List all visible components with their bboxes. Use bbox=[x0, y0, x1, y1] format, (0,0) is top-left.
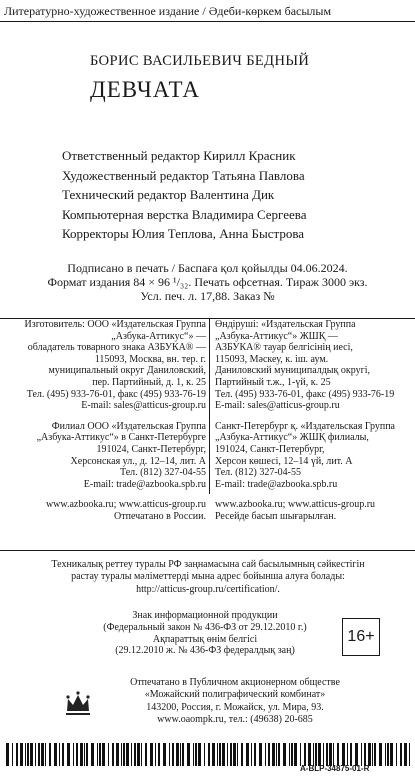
certification-link[interactable]: http://atticus-group.ru/certification/. bbox=[136, 583, 280, 595]
text-line: Тел. (812) 327-04-55 bbox=[215, 467, 301, 479]
format-line: Формат издания 84 × 96 ¹/₃₂. Печать офсетная. Тираж 3000 экз. bbox=[47, 275, 368, 289]
text-line: 115093, Мәскеу, к. іш. аум. bbox=[215, 353, 329, 365]
top-rule bbox=[0, 21, 415, 22]
text-line: 191024, Санкт-Петербург, bbox=[215, 443, 325, 455]
text-line: „Азбука-Аттикус“» — bbox=[111, 330, 206, 342]
print-info bbox=[0, 261, 415, 303]
barcode bbox=[0, 743, 415, 766]
text-line: 115093, Москва, вн. тер. г. bbox=[94, 353, 206, 365]
text-line: (29.12.2010 ж. № 436-ФЗ федералдық заң) bbox=[115, 645, 295, 657]
age-rating-badge: 16+ bbox=[342, 618, 380, 656]
barcode-text: A-BLP-34875-01-R bbox=[300, 764, 370, 773]
sheets-line: Усл. печ. л. 17,88. Заказ № bbox=[140, 289, 275, 303]
text-line: E-mail: trade@azbooka.spb.ru bbox=[215, 478, 338, 490]
text-line: Техникалық реттеу туралы РФ заңнамасына сай басылымның сәйкестігін bbox=[51, 559, 365, 570]
text-line: Изготовитель: ООО «Издательская Группа bbox=[24, 319, 206, 330]
book-author: БОРИС ВАСИЛЬЕВИЧ БЕДНЫЙ bbox=[90, 53, 310, 69]
text-line: Тел. (495) 933-76-01, факс (495) 933-76-19 bbox=[26, 388, 206, 400]
text-line: Партийный т.ж., 1-үй, к. 25 bbox=[215, 376, 331, 388]
text-line: пер. Партийный, д. 1, к. 25 bbox=[92, 376, 206, 388]
text-line: (Федеральный закон № 436-ФЗ от 29.12.2010 г.) bbox=[103, 621, 307, 633]
text-line: Знак информационной продукции bbox=[132, 610, 278, 621]
printer-info bbox=[68, 677, 402, 727]
text-line: „Азбука-Аттикус“» в Санкт-Петербурге bbox=[36, 432, 206, 444]
text-line: 191024, Санкт-Петербург, bbox=[96, 443, 206, 455]
signed-line: Подписано в печать / Баспаға қол қойылды 04.06.2024. bbox=[67, 261, 348, 275]
lower-rule bbox=[0, 550, 415, 551]
info-product-sign bbox=[70, 610, 340, 657]
text-line: Тел. (495) 933-76-01, факс (495) 933-76-19 bbox=[215, 388, 395, 400]
publisher-info-kz bbox=[215, 319, 410, 523]
text-line: Тел. (812) 327-04-55 bbox=[120, 467, 206, 479]
text-line: 143200, Россия, г. Можайск, ул. Мира, 93. bbox=[146, 701, 324, 713]
staff-line: Ответственный редактор Кирилл Красник bbox=[62, 148, 296, 163]
book-title: ДЕВЧАТА bbox=[90, 77, 200, 102]
text-line: E-mail: sales@atticus-group.ru bbox=[81, 400, 206, 412]
edition-type: Литературно-художественное издание / Әдеби-көркем басылым bbox=[4, 4, 332, 18]
staff-line: Корректоры Юлия Теплова, Анна Быстрова bbox=[62, 226, 305, 242]
column-divider bbox=[209, 318, 210, 494]
staff-credits bbox=[62, 146, 307, 244]
text-line: Өндіруші: «Издательская Группа bbox=[215, 319, 356, 330]
text-line: Санкт-Петербург қ. «Издательская Группа bbox=[215, 420, 395, 432]
text-line: Ресейде басып шығарылған. bbox=[215, 510, 337, 522]
text-line: муниципальный округ Даниловский, bbox=[48, 365, 206, 377]
text-line: Филиал ООО «Издательская Группа bbox=[51, 420, 206, 432]
staff-line: Компьютерная верстка Владимира Сергеева bbox=[62, 206, 307, 222]
text-line: www.oaompk.ru, тел.: (49638) 20-685 bbox=[157, 714, 313, 726]
staff-line: Художественный редактор Татьяна Павлова bbox=[62, 167, 305, 183]
certification-note bbox=[6, 559, 410, 596]
text-line: Отпечатано в Публичном акционерном обществе bbox=[130, 677, 340, 688]
text-line: Ақпараттық өнім белгісі bbox=[152, 633, 258, 645]
text-line: обладатель товарного знака АЗБУКА® — bbox=[27, 342, 206, 354]
text-line: www.azbooka.ru; www.atticus-group.ru bbox=[215, 499, 376, 511]
text-line: Херсон көшесі, 12–14 үй, лит. А bbox=[215, 455, 353, 467]
text-line: растау туралы мәліметтерді мына адрес бойынша алуға болады: bbox=[71, 571, 345, 583]
text-line: Отпечатано в России. bbox=[114, 510, 206, 522]
text-line: «Можайский полиграфический комбинат» bbox=[144, 689, 326, 701]
text-line: „Азбука-Аттикус“» ЖШҚ филиалы, bbox=[215, 432, 369, 444]
text-line: Даниловский муниципалдық округі, bbox=[215, 365, 370, 377]
text-line: Херсонская ул., д. 12–14, лит. А bbox=[70, 455, 206, 467]
text-line: АЗБУКА® тауар белгісінің иесі, bbox=[215, 342, 353, 354]
text-line: www.azbooka.ru; www.atticus-group.ru bbox=[45, 499, 206, 511]
text-line: „Азбука-Аттикус“» ЖШҚ — bbox=[215, 330, 338, 342]
text-line: E-mail: sales@atticus-group.ru bbox=[215, 400, 340, 412]
staff-line: Технический редактор Валентина Дик bbox=[62, 187, 275, 203]
text-line: E-mail: trade@azbooka.spb.ru bbox=[83, 478, 206, 490]
publisher-info-ru bbox=[6, 319, 206, 523]
